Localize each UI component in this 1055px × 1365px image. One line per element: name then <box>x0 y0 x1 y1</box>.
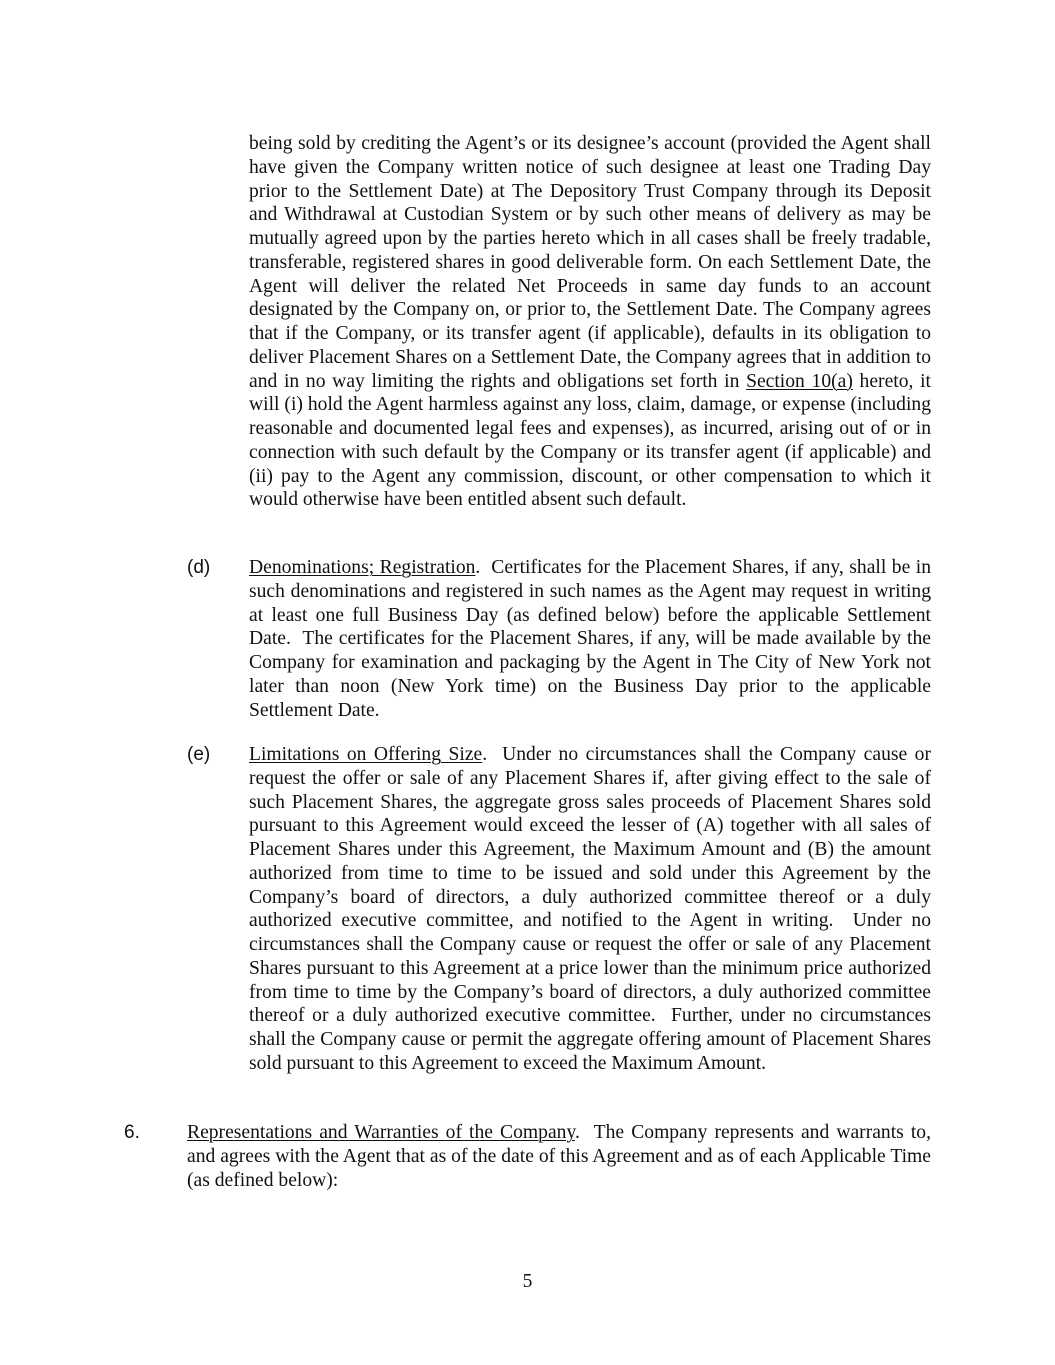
section-6-number: 6. <box>124 1122 140 1143</box>
continuation-paragraph <box>249 132 931 512</box>
section-6-heading-period: . <box>574 1122 580 1143</box>
subsection-e-heading-period: . <box>482 744 488 765</box>
subsection-d-heading-period: . <box>475 557 481 578</box>
subsection-d-label: (d) <box>187 557 211 578</box>
page-number: 5 <box>522 1271 533 1292</box>
section-6-heading: Representations and Warranties of the Company <box>187 1122 575 1143</box>
subsection-d-body: Certificates for the Placement Shares, if any, shall be in such denominations and registered in such names as the Agent may request in writing at least one full Business Day (as defined below) before the applicable Settlement Date. The certificates for the Placement Shares, if any, will be made available by the Company for examination and packaging by the Agent in The City of New York not later than noon (New York time) on the Business Day prior to the applicable Settlement Date. <box>249 557 936 721</box>
section-6-paragraph <box>187 1121 936 1192</box>
subsection-d-heading: Denominations; Registration <box>249 557 476 578</box>
subsection-e-paragraph <box>249 743 936 1076</box>
continuation-text-end: hereto, it will (i) hold the Agent harmless against any loss, claim, damage, or expense (including reasonable and documented legal fees and expenses), as incurred, arising out of or in connection with such default by the Company or its transfer agent (if applicable) and (ii) pay to the Agent any commission, discount, or other compensation to which it would otherwise have been entitled absent such default. <box>249 370 931 511</box>
subsection-e-label: (e) <box>187 744 211 765</box>
section-10a-reference: Section 10(a) <box>746 370 853 392</box>
continuation-text-start: being sold by crediting the Agent’s or its designee’s account (provided the Agent shall have given the Company written notice of such designee at least one Trading Day prior to the Settlement Date) at The Depository Trust Company through its Deposit and Withdrawal at Custodian System or by such other means of delivery as may be mutually agreed upon by the parties hereto which in all cases shall be freely tradable, transferable, registered shares in good deliverable form. On each Settlement Date, the Agent will deliver the related Net Proceeds in same day funds to an account designated by the Company on, or prior to, the Settlement Date. The Company agrees that if the Company, or its transfer agent (if applicable), defaults in its obligation to deliver Placement Shares on a Settlement Date, the Company agrees that in addition to and in no way limiting the rights and obligations set forth in <box>249 133 931 392</box>
subsection-e-body: Under no circumstances shall the Company cause or request the offer or sale of any Placement Shares if, after giving effect to the sale of such Placement Shares, the aggregate gross sales proceeds of Placement Shares sold pursuant to this Agreement would exceed the lesser of (A) together with all sales of Placement Shares under this Agreement, the Maximum Amount and (B) the amount authorized from time to time to be issued and sold under this Agreement by the Company’s board of directors, a duly authorized committee thereof or a duly authorized executive committee, and notified to the Agent in writing. Under no circumstances shall the Company cause or request the offer or sale of any Placement Shares pursuant to this Agreement at a price lower than the minimum price authorized from time to time by the Company’s board of directors, a duly authorized committee thereof or a duly authorized executive committee. Further, under no circumstances shall the Company cause or permit the aggregate offering amount of Placement Shares sold pursuant to this Agreement to exceed the Maximum Amount. <box>249 744 936 1074</box>
section-6-body: The Company represents and warrants to, and agrees with the Agent that as of the date of this Agreement and as of each Applicable Time (as defined below): <box>187 1122 936 1191</box>
subsection-e-heading: Limitations on Offering Size <box>249 744 483 765</box>
subsection-d-paragraph <box>249 556 936 722</box>
